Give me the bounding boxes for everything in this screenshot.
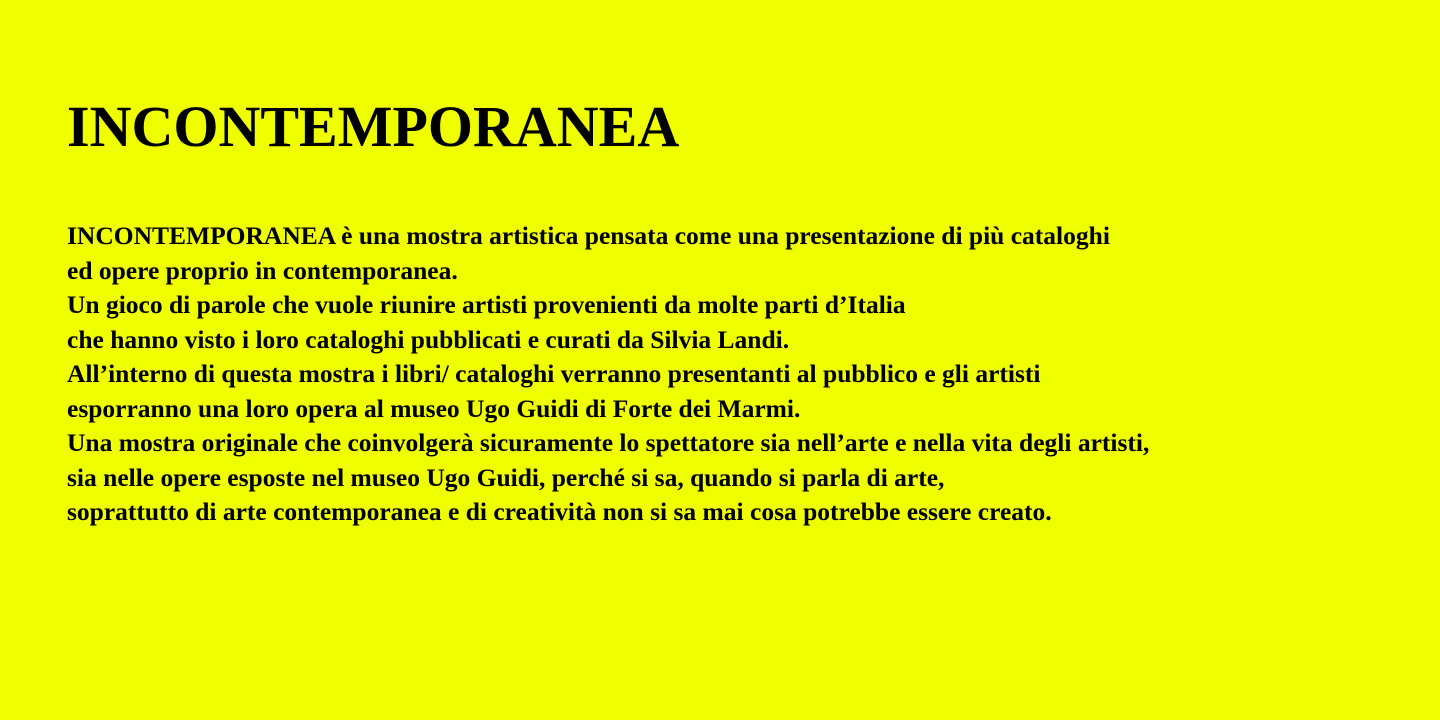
paragraph-line: ed opere proprio in contemporanea.: [67, 255, 458, 285]
paragraph-line: Un gioco di parole che vuole riunire artisti provenienti da molte parti d’Italia: [67, 290, 906, 319]
paragraph-line: che hanno visto i loro cataloghi pubblicati e curati da Silvia Landi.: [67, 324, 790, 354]
paragraph-line: Una mostra originale che coinvolgerà sicuramente lo spettatore sia nell’arte e nella vita degli artisti,: [67, 428, 1150, 457]
paragraph-line: INCONTEMPORANEA è una mostra artistica pensata come una presentazione di più cataloghi: [67, 221, 1110, 250]
paragraph-line: All’interno di questa mostra i libri/ cataloghi verranno presentanti al pubblico e gli artisti: [67, 359, 1041, 388]
description-paragraph: [67, 219, 1407, 530]
paragraph-line: sia nelle opere esposte nel museo Ugo Guidi, perché si sa, quando si parla di arte,: [67, 462, 945, 492]
paragraph-line: esporranno una loro opera al museo Ugo Guidi di Forte dei Marmi.: [67, 393, 801, 423]
paragraph-line: soprattutto di arte contemporanea e di creatività non si sa mai cosa potrebbe essere creato.: [67, 497, 1052, 526]
page-title: INCONTEMPORANEA: [67, 94, 680, 159]
